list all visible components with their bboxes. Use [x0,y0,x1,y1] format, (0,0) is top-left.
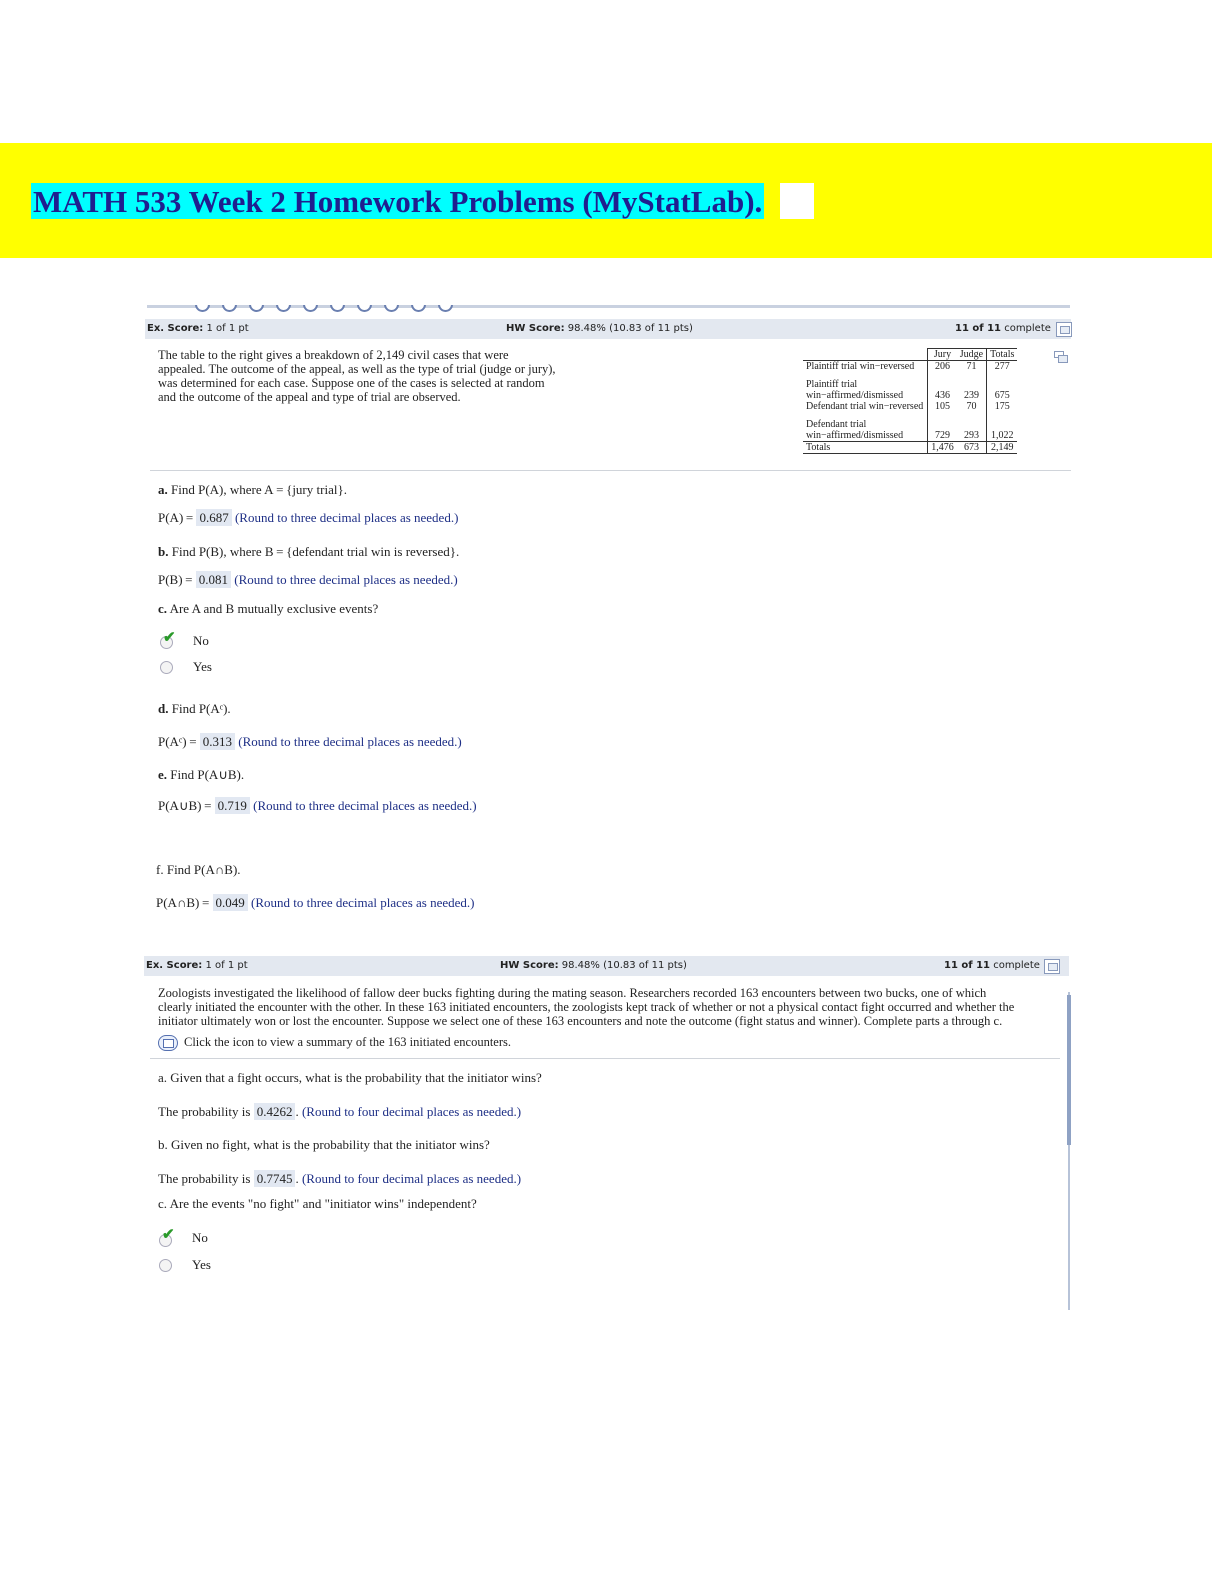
row-label: Plaintiff trial win−reversed [803,361,928,373]
table-row [803,361,1017,373]
part-letter: a. [158,1070,168,1085]
question-a [158,1070,542,1085]
radio-yes[interactable] [160,661,173,674]
intro-line: Zoologists investigated the likelihood of fallow deer bucks fighting during the mating season. Researchers recorded 163 encounters between two bucks, one of which [158,986,987,1000]
hw-score-value: 98.48% (10.83 of 11 pts) [567,323,693,334]
question-text: Find P(Aᶜ). [171,701,231,716]
rounding-hint: (Round to three decimal places as needed.) [234,572,458,587]
expand-window-icon[interactable] [1044,959,1060,974]
table-cell: 239 [963,390,979,401]
answer-f-row [156,894,474,911]
intro-line: was determined for each case. Suppose one of the cases is selected at random [158,376,545,390]
rounding-hint: (Round to three decimal places as needed.) [234,510,459,525]
nav-dot[interactable] [384,305,399,312]
row-label: Totals [803,442,928,454]
complete-label: complete [993,960,1040,971]
question-d [158,701,231,716]
option-no[interactable]: No [192,1230,208,1245]
row-label: Defendant trial win−reversed [806,401,924,412]
score-bar [144,956,1069,976]
question-text: Given no fight, what is the probability that the initiator wins? [171,1137,490,1152]
nav-dot[interactable] [249,305,264,312]
answer-field[interactable]: 0.313 [200,733,235,750]
part-letter: e. [158,767,168,782]
data-summary-icon[interactable] [158,1035,178,1051]
nav-dot[interactable] [222,305,237,312]
table-cell: 277 [987,361,1018,373]
option-yes[interactable]: Yes [192,1257,211,1272]
answer-lhs: P(Aᶜ) = [158,734,197,749]
table-cell: 70 [966,401,977,412]
table-cell: 175 [987,401,1018,412]
question-c [158,601,378,616]
complete-label: complete [1004,323,1051,334]
table-cell: 206 [928,361,957,373]
table-cell: 673 [957,442,987,454]
nav-dot[interactable] [438,305,453,312]
problem-intro [158,348,556,404]
appeals-table [803,348,1017,454]
table-row [803,372,1017,401]
answer-a-row: The probability is 0.4262 . (Round to four decimal places as needed.) [158,1104,522,1119]
intro-line: The table to the right gives a breakdown of 2,149 civil cases that were [158,348,509,362]
row-label: Defendant trial [806,419,867,430]
answer-field[interactable]: 0.719 [215,797,250,814]
scrollbar-thumb[interactable] [1067,995,1071,1145]
col-header-totals: Totals [987,349,1018,361]
question-text: Find P(B), where B = {defendant trial win is reversed}. [171,544,460,559]
complete-count: 11 of 11 [955,323,1002,334]
nav-dot[interactable] [330,305,345,312]
table-row [803,412,1017,442]
rounding-hint: (Round to three decimal places as needed.) [238,734,462,749]
answer-lhs: The probability is [158,1171,251,1186]
table-cell: 105 [928,401,957,412]
part-letter: b. [158,1137,168,1152]
answer-d-row [158,733,462,750]
table-row [803,442,1017,454]
score-bar [145,319,1071,339]
question-text: Find P(A∩B). [166,862,241,877]
rounding-hint: (Round to three decimal places as needed.) [251,895,475,910]
part-letter: a. [158,482,168,497]
question-b [158,544,459,559]
answer-field[interactable]: 0.687 [196,509,231,526]
row-label: Plaintiff trial [806,379,858,390]
question-nav-strip [147,305,1070,312]
col-header-jury: Jury [928,349,957,361]
question-c [158,1196,477,1211]
answer-lhs: P(B) = [158,572,193,587]
correct-check-icon: ✔ [162,1227,175,1243]
icon-instruction: Click the icon to view a summary of the 163 initiated encounters. [184,1035,512,1049]
row-label: win−affirmed/dismissed [806,390,904,401]
part-letter: c. [158,1196,168,1211]
divider [150,1058,1060,1059]
rounding-hint: (Round to four decimal places as needed.) [301,1171,522,1186]
question-b [158,1137,490,1152]
answer-field[interactable]: 0.4262 [254,1103,296,1120]
correct-check-icon: ✔ [163,630,176,646]
col-header-judge: Judge [957,349,987,361]
question-text: Are A and B mutually exclusive events? [169,601,379,616]
answer-lhs: The probability is [158,1104,251,1119]
answer-field[interactable]: 0.081 [196,571,231,588]
hw-score-value: 98.48% (10.83 of 11 pts) [561,960,687,971]
answer-lhs: P(A) = [158,510,194,525]
table-cell: 71 [957,361,987,373]
table-cell: 729 [928,412,957,442]
answer-a-row [158,509,458,526]
question-a [158,482,347,497]
nav-dot[interactable] [276,305,291,312]
divider [150,470,1071,471]
part-letter: f. [156,862,164,877]
table-cell: 436 [928,372,957,401]
option-no[interactable]: No [193,633,209,648]
table-cell: 293 [963,430,979,441]
answer-lhs: P(A∪B) = [158,798,212,813]
table-cell: 1,022 [987,412,1018,442]
ex-score-value: 1 of 1 pt [205,960,248,971]
nav-dot[interactable] [357,305,372,312]
ex-score-value: 1 of 1 pt [206,323,249,334]
row-label: win−affirmed/dismissed [806,430,904,441]
table-cell: 2,149 [987,442,1018,454]
option-yes[interactable]: Yes [193,659,212,674]
title-highlight-gap [780,183,814,219]
question-e [158,767,244,782]
part-letter: d. [158,701,169,716]
problem-intro [158,986,1014,1028]
answer-field[interactable]: 0.7745 [254,1170,296,1187]
intro-line: and the outcome of the appeal and type of trial are observed. [158,390,461,404]
answer-e-row [158,797,477,814]
intro-line: appealed. The outcome of the appeal, as well as the type of trial (judge or jury), [158,362,556,376]
question-text: Find P(A), where A = {jury trial}. [171,482,347,497]
complete-count: 11 of 11 [944,960,991,971]
question-text: Find P(A∪B). [170,767,245,782]
answer-b-row: The probability is 0.7745 . (Round to four decimal places as needed.) [158,1171,522,1186]
table-popout-icon[interactable] [1054,351,1064,358]
answer-lhs: P(A∩B) = [156,895,210,910]
question-text: Given that a fight occurs, what is the probability that the initiator wins? [170,1070,542,1085]
expand-window-icon[interactable] [1056,322,1072,337]
part-letter: b. [158,544,169,559]
table-cell: 1,476 [928,442,957,454]
nav-dot[interactable] [411,305,426,312]
question-f [156,862,241,877]
table-row [803,401,1017,412]
answer-b-row [158,571,458,588]
table-cell: 675 [987,372,1018,401]
ex-score-label: Ex. Score: [146,960,203,971]
hw-score-label: HW Score: [500,960,559,971]
intro-line: initiator ultimately won or lost the encounter. Suppose we select one of these 163 encounters and note the outcome (fight status and winner). Complete parts a through c. [158,1014,1003,1028]
ex-score-label: Ex. Score: [147,323,204,334]
intro-line: clearly initiated the encounter with the other. In these 163 initiated encounters, the zoologists kept track of whether or not a physical contact fight occurred and whether the [158,1000,1015,1014]
page-title: MATH 533 Week 2 Homework Problems (MyStatLab). [33,184,763,219]
nav-dot[interactable] [195,305,210,312]
nav-dot[interactable] [303,305,318,312]
rounding-hint: (Round to four decimal places as needed.) [301,1104,522,1119]
part-letter: c. [158,601,168,616]
rounding-hint: (Round to three decimal places as needed.) [253,798,477,813]
answer-field[interactable]: 0.049 [213,894,248,911]
hw-score-label: HW Score: [506,323,565,334]
radio-yes[interactable] [159,1259,172,1272]
question-text: Are the events "no fight" and "initiator wins" independent? [169,1196,477,1211]
